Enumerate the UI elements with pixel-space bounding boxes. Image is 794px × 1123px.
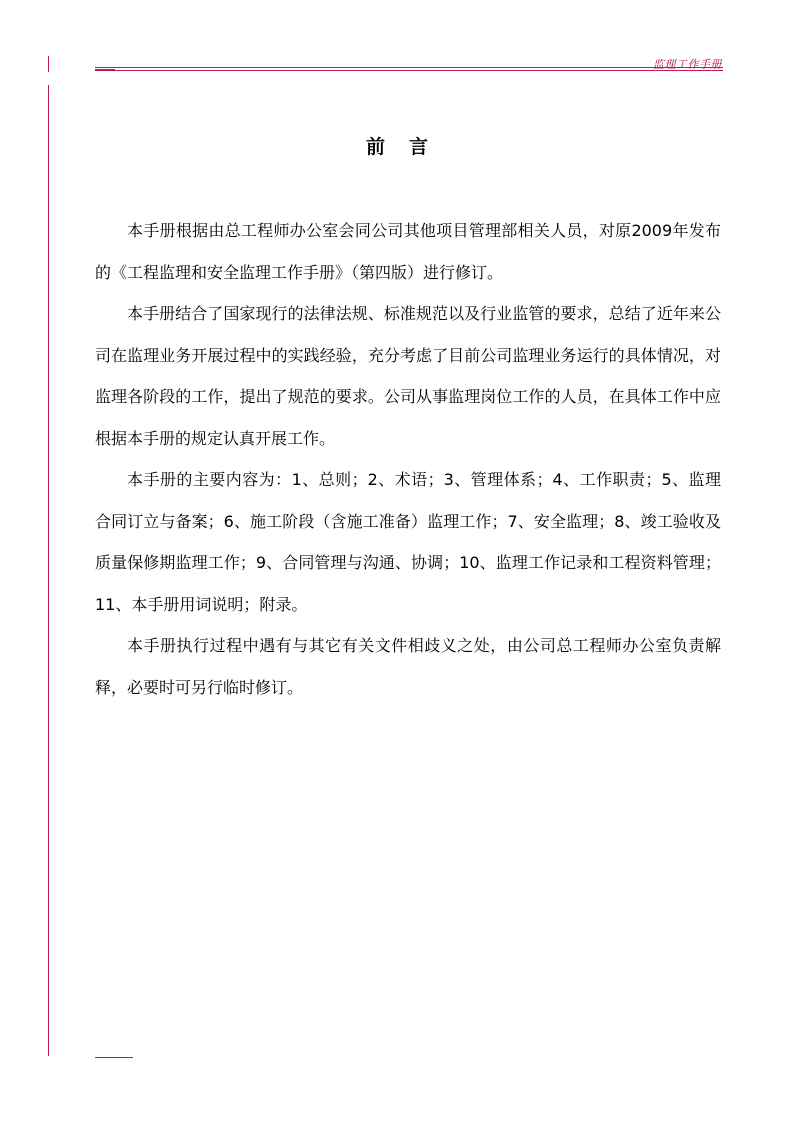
left-margin-line [48, 85, 49, 1047]
paragraph-2: 本手册结合了国家现行的法律法规、标准规范以及行业监管的要求，总结了近年来公司在监理业务开展过程中的实践经验，充分考虑了目前公司监理业务运行的具体情况，对监理各阶段的工作，提出了规范的要求。公司从事监理岗位工作的人员，在具体工作中应根据本手册的规定认真开展工作。 [95, 304, 721, 448]
header-rule-top [95, 67, 723, 68]
paragraph-4: 本手册执行过程中遇有与其它有关文件相歧义之处，由公司总工程师办公室负责解释，必要时可另行临时修订。 [95, 636, 721, 697]
page-title: 前言 [365, 136, 452, 158]
header-rule-bottom [95, 70, 723, 71]
left-margin-tick-bottom [48, 1043, 49, 1056]
left-margin-tick-top [48, 56, 49, 72]
document-body [95, 210, 721, 708]
footer-rule [95, 1057, 133, 1058]
paragraph-3: 本手册的主要内容为：1、总则；2、术语；3、管理体系；4、工作职责；5、监理合同订立与备案；6、施工阶段（含施工准备）监理工作；7、安全监理；8、竣工验收及质量保修期监理工作；9、合同管理与沟通、协调；10、监理工作记录和工程资料管理；11、本手册用词说明；附录。 [95, 470, 721, 614]
running-header-title: 监理工作手册 [653, 58, 722, 71]
header-rule-left-stub [95, 69, 115, 70]
paragraph-1: 本手册根据由总工程师办公室会同公司其他项目管理部相关人员，对原2009年发布的《工程监理和安全监理工作手册》（第四版）进行修订。 [95, 221, 721, 282]
